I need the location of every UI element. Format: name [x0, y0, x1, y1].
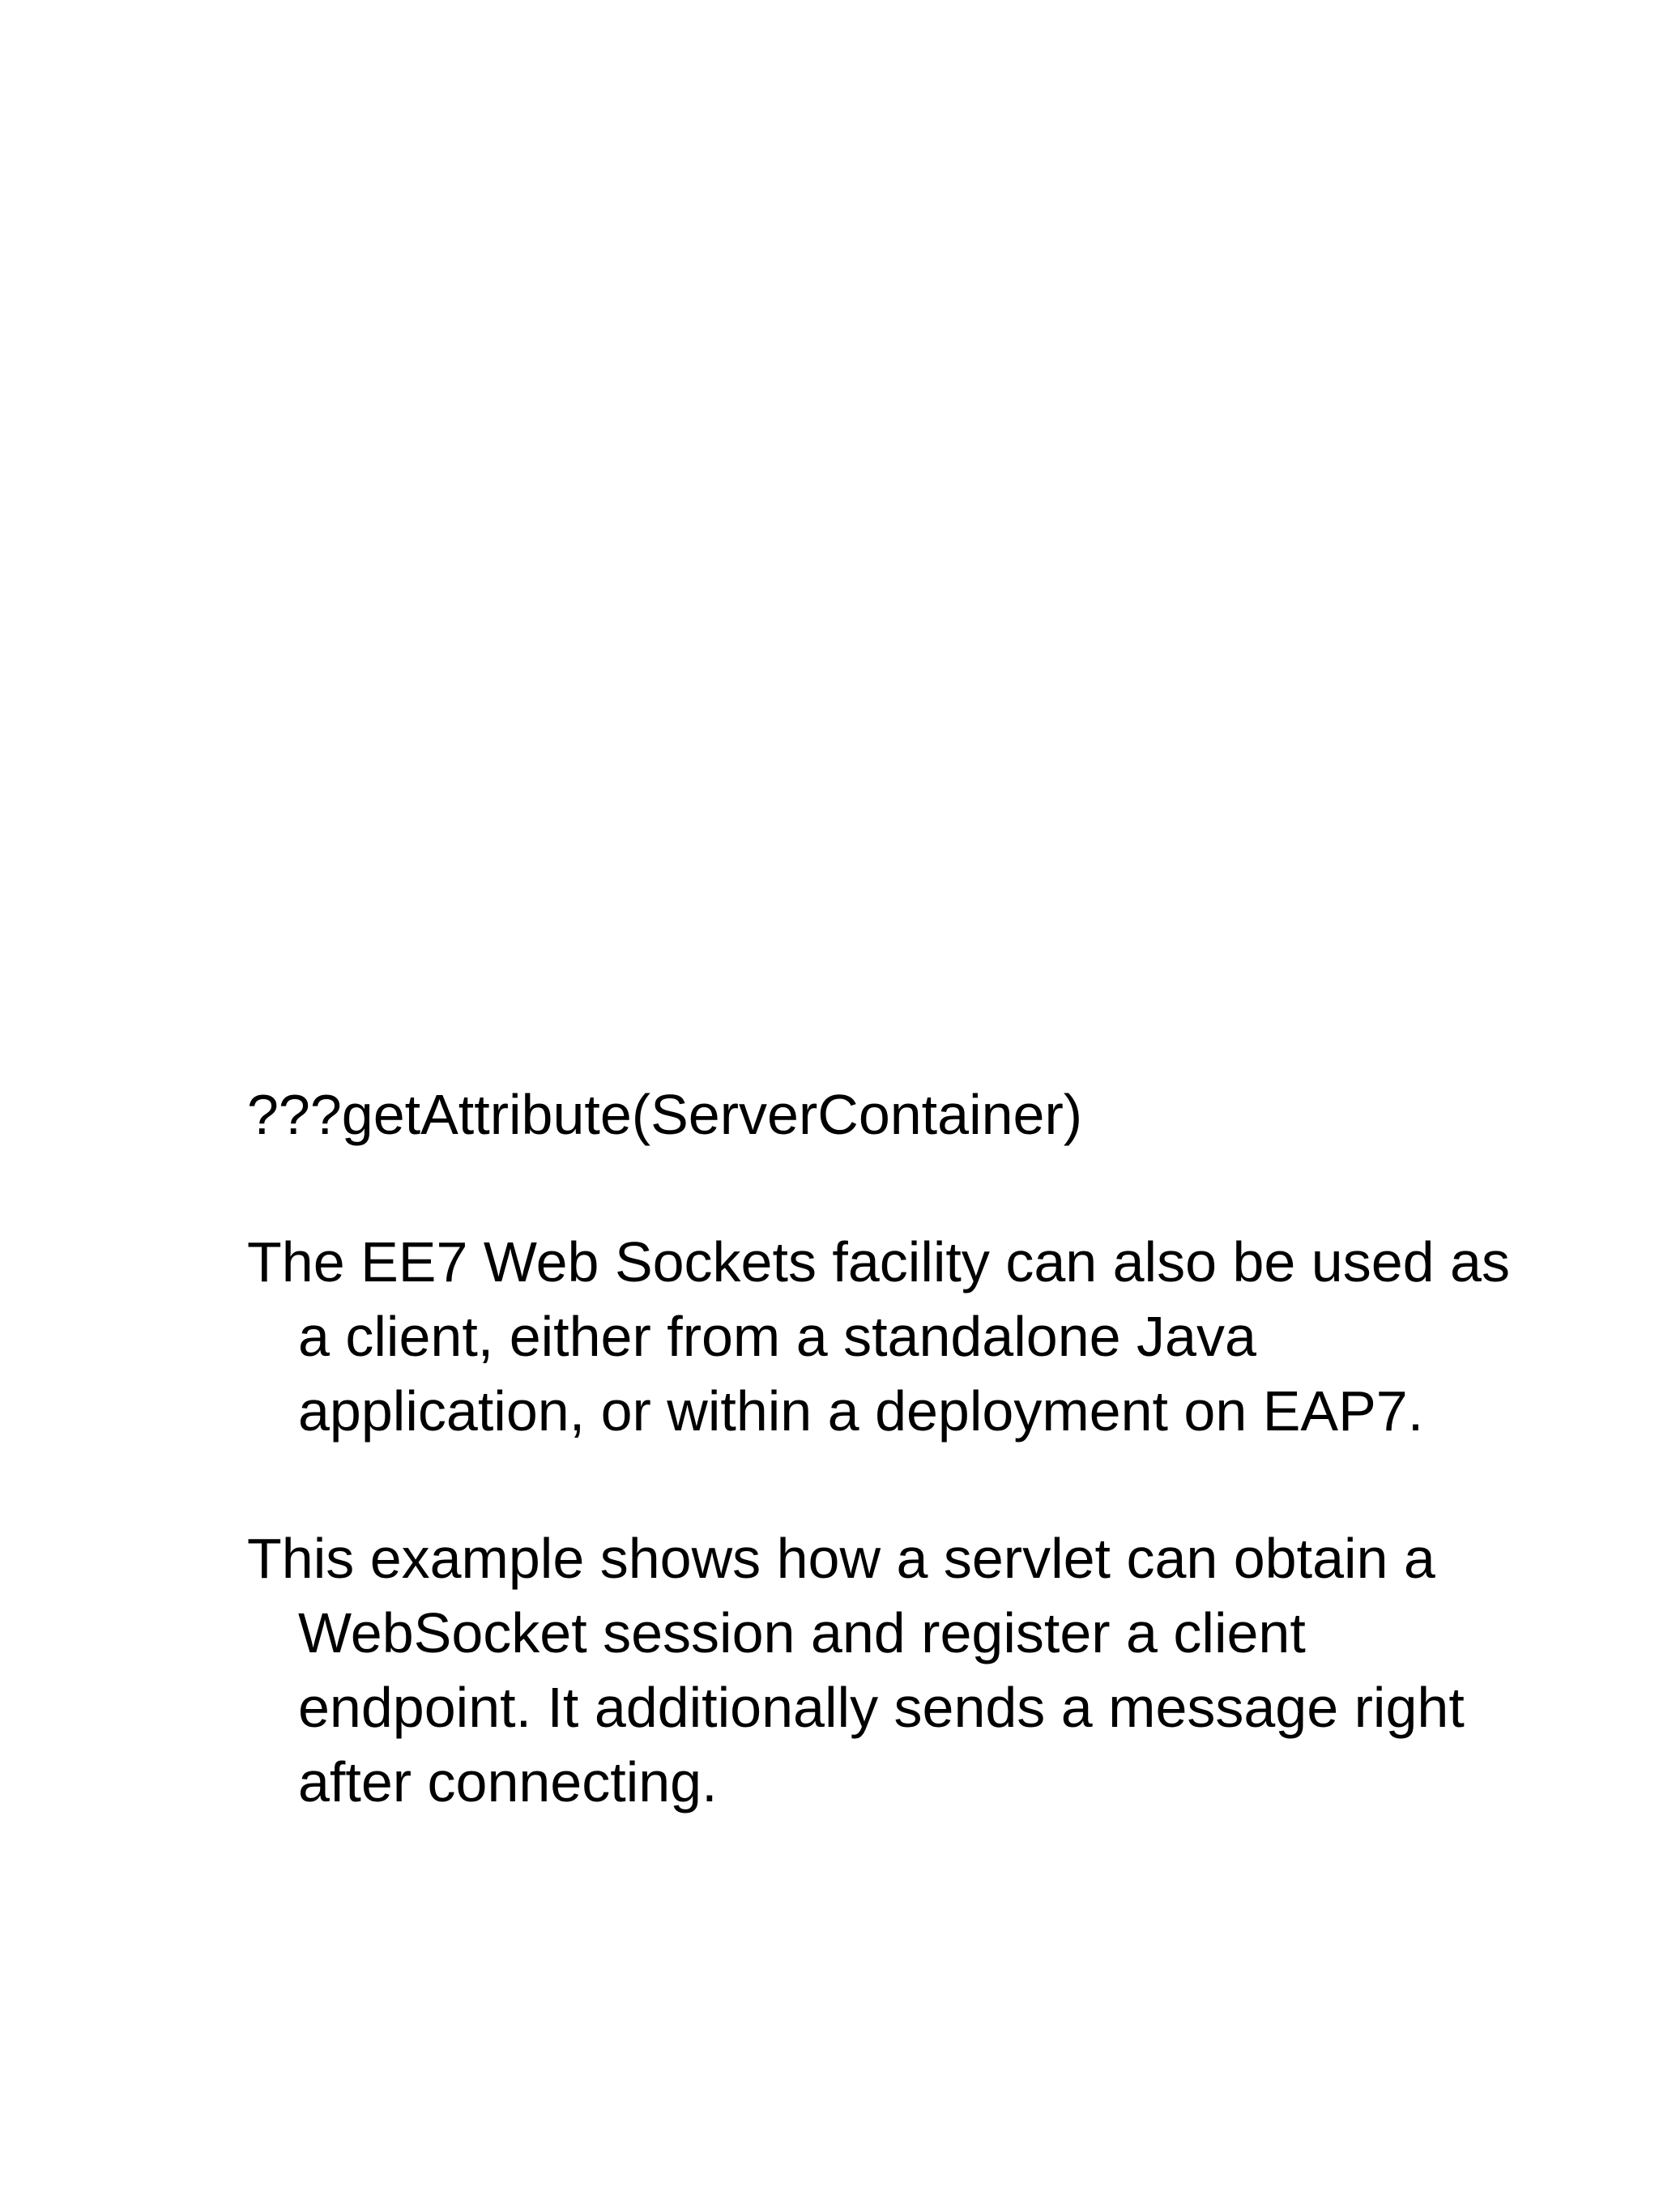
slide-heading: ???getAttribute(ServerContainer) — [247, 1083, 1083, 1146]
paragraph-client-usage: The EE7 Web Sockets facility can also be used as a client, either from a standalone Java application, or within a deployment on EAP7. — [247, 1230, 1510, 1443]
slide-content — [247, 1077, 1511, 1819]
paragraph-servlet-example: This example shows how a servlet can obtain a WebSocket session and register a client endpoint. It additionally sends a message right after connecting. — [247, 1527, 1465, 1813]
